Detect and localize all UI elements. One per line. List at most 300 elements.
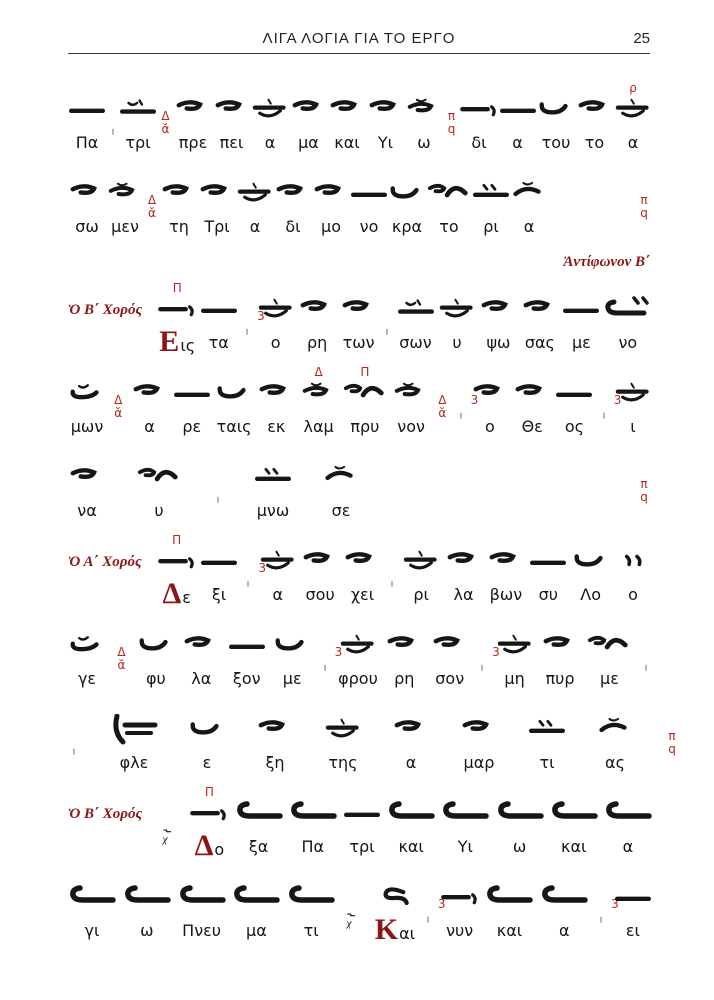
hookIson-icon <box>540 876 588 920</box>
neume-cell <box>160 172 198 238</box>
apos-icon <box>68 172 106 216</box>
neume-cell <box>385 624 423 690</box>
notation-system <box>68 706 676 774</box>
martyria-top: π <box>640 476 648 491</box>
ison-icon <box>200 540 238 584</box>
apos-icon <box>431 624 469 668</box>
isonSyn-icon <box>496 624 534 668</box>
neume-cell <box>68 876 116 942</box>
neume-cell <box>158 533 196 610</box>
lyric-syllable: Υι <box>457 837 473 856</box>
neume-cell <box>213 88 251 154</box>
aposLoop-icon <box>136 456 182 500</box>
lyric-syllable: ταις <box>216 417 252 436</box>
neume-cells <box>68 365 652 438</box>
apos-icon <box>290 88 328 132</box>
lyric-syllable: ρη <box>306 333 328 352</box>
lyric-syllable: Λο <box>580 585 601 604</box>
barline-icon <box>68 730 80 774</box>
lyric-syllable: φλε <box>119 753 149 772</box>
ison-icon <box>499 88 537 132</box>
neume-cell <box>319 645 343 690</box>
barline-icon <box>381 310 393 354</box>
hookBreve-icon <box>510 172 548 216</box>
martyria-bottom: ᾰ <box>117 657 126 672</box>
rubric-initial: Ε <box>159 325 180 358</box>
lyric-syllable: ψω <box>486 333 511 352</box>
ison-icon <box>614 876 652 920</box>
neume-annotation: Δ <box>314 365 323 379</box>
lyric-syllable: α <box>523 217 535 236</box>
neume-cell <box>328 88 366 154</box>
ison-icon <box>343 792 381 836</box>
lyric-syllable: ο <box>270 333 281 352</box>
neume-annotation: 3 <box>492 645 500 659</box>
neume-cell <box>324 708 362 774</box>
lyric-syllable: το <box>439 217 459 236</box>
neume-cell <box>106 172 144 238</box>
hookIson-icon <box>441 792 489 836</box>
dcomma-icon <box>614 540 652 584</box>
neume-cell <box>136 456 182 522</box>
section-label: Ἀντίφωνον Β΄ <box>563 254 650 270</box>
lyric-syllable: ρι <box>483 217 499 236</box>
hook-icon <box>215 372 253 416</box>
martyria-pa <box>664 730 680 756</box>
neume-cell <box>254 456 292 522</box>
barline-icon <box>595 897 619 942</box>
lyric-syllable: δι <box>285 217 301 236</box>
apos-icon <box>256 708 294 752</box>
rubric-initial: Δ <box>194 829 214 862</box>
lyric-syllable: πρε <box>178 133 208 152</box>
neume-cell <box>614 81 652 154</box>
neume-cell <box>614 540 652 606</box>
isonSyn-icon <box>339 624 377 668</box>
lyric-syllable: ει <box>625 921 640 940</box>
neume-cell <box>445 540 483 606</box>
neume-cell <box>257 372 295 438</box>
neume-annotation: 3 <box>437 897 446 911</box>
lyric-syllable: πρυ <box>350 417 380 436</box>
notation-system <box>68 170 652 238</box>
apos-icon <box>257 372 295 416</box>
lyric-syllable: μη <box>504 669 525 688</box>
lyric-syllable: τη <box>169 217 189 236</box>
hook-icon <box>188 708 226 752</box>
lyric-syllable: και <box>334 133 360 152</box>
lyric-syllable: φρου <box>338 669 378 688</box>
petaston-icon <box>119 88 157 132</box>
lyric-syllable: ω <box>140 921 154 940</box>
martyria-bottom: ᾰ <box>161 121 170 136</box>
isonSyn-icon <box>402 540 440 584</box>
ison-icon <box>562 288 600 332</box>
notation-content <box>68 81 676 958</box>
neume-cell <box>374 876 416 946</box>
barline-icon <box>386 562 398 606</box>
neume-cell <box>68 172 106 238</box>
ison-icon <box>173 372 211 416</box>
lyric-syllable: εκ <box>267 417 286 436</box>
neume-cell <box>367 88 405 154</box>
lyric-syllable: δι <box>471 133 487 152</box>
notation-system <box>68 533 652 610</box>
lyric-syllable: μα <box>246 921 267 940</box>
lyric-syllable: μαρ <box>463 753 495 772</box>
barline-icon <box>640 646 652 690</box>
neume-cells <box>158 533 652 610</box>
neume-cell <box>257 288 295 354</box>
neume-cell <box>290 88 328 154</box>
martyria-top: Δ <box>438 392 447 407</box>
neume-cell <box>472 172 510 238</box>
hookIson-icon <box>235 792 283 836</box>
lyric-syllable: γι <box>84 921 100 940</box>
isonSyn-icon <box>259 540 297 584</box>
apos-icon <box>298 288 336 332</box>
lyric-syllable: τι <box>539 753 555 772</box>
apos-icon <box>301 540 339 584</box>
neume-cells <box>158 785 652 862</box>
neume-cell <box>537 88 575 154</box>
apos-icon <box>487 540 525 584</box>
neume-cell <box>241 309 265 354</box>
lyric-syllable: α <box>622 837 634 856</box>
lyric-syllable: νο <box>359 217 379 236</box>
lyric-syllable: συ <box>538 585 558 604</box>
neume-cell <box>540 876 588 942</box>
lyric-syllable: Κ αι <box>374 913 416 946</box>
isonDcomma-icon <box>254 456 292 500</box>
aposKent-icon <box>300 365 338 416</box>
neume-cell <box>343 540 381 606</box>
martyria-pa <box>444 110 460 136</box>
apos-icon <box>340 288 378 332</box>
apos-icon <box>479 288 517 332</box>
neume-cells <box>158 281 652 358</box>
hookIson-icon <box>178 876 226 920</box>
martyria-top: Δ <box>117 644 126 659</box>
hookTop-icon <box>68 624 106 668</box>
hook-icon <box>388 172 426 216</box>
neume-cell <box>107 110 119 154</box>
lyric-syllable: υ <box>452 333 462 352</box>
chorus-label: Ὁ Β΄ Χορός <box>68 805 143 822</box>
lyric-syllable: ρι <box>413 585 429 604</box>
apos-icon <box>367 88 405 132</box>
lyric-syllable: μα <box>298 133 319 152</box>
notation-system <box>68 81 652 154</box>
lyric-syllable: χει <box>350 585 375 604</box>
lyric-syllable: και <box>496 921 523 940</box>
neume-cell <box>273 624 311 690</box>
neume-cell <box>586 624 632 690</box>
apos-icon <box>274 172 312 216</box>
neume-cell <box>188 708 226 774</box>
neume-cell <box>405 88 443 154</box>
neume-cell <box>322 456 360 522</box>
martyria-di <box>434 394 450 420</box>
neume-cell <box>236 172 274 238</box>
rubric-initial: Δ <box>162 577 182 610</box>
neume-cell <box>438 288 476 354</box>
lyric-syllable: ω <box>417 133 431 152</box>
martyria-di <box>113 646 129 672</box>
apos-icon <box>182 624 220 668</box>
neume-cell <box>158 281 196 358</box>
lyric-syllable: Υι <box>377 133 394 152</box>
apos-icon <box>392 708 430 752</box>
neume-cell <box>529 540 567 606</box>
lyric-syllable: τι <box>303 921 319 940</box>
neume-cell <box>200 540 238 606</box>
martyria-pa <box>636 194 652 220</box>
lyric-syllable: σου <box>305 585 335 604</box>
neume-annotation: 3 <box>257 309 265 323</box>
neume-cell <box>190 785 228 862</box>
lyric-syllable: πει <box>219 133 244 152</box>
neume-cell <box>402 540 440 606</box>
neume-annotation: ρ <box>629 81 637 95</box>
lyric-syllable: λα <box>191 669 212 688</box>
aposLoop-icon <box>342 365 388 416</box>
martyria-top: Δ <box>114 392 123 407</box>
barline-icon <box>319 645 343 690</box>
lyric-syllable: νον <box>397 417 425 436</box>
hookTop-icon <box>68 372 106 416</box>
neume-cell <box>510 172 548 238</box>
barline-icon <box>476 645 500 690</box>
neume-cell <box>381 310 393 354</box>
neume-cell <box>68 88 106 154</box>
lyric-syllable: α <box>249 217 261 236</box>
isonSyn-icon <box>324 708 362 752</box>
notation-system <box>68 365 652 438</box>
lyric-syllable: ξη <box>265 753 285 772</box>
apos-icon <box>131 372 169 416</box>
neume-cell <box>343 792 381 858</box>
lyric-syllable: του <box>541 133 571 152</box>
lyric-syllable: α <box>264 133 276 152</box>
neume-cell <box>342 898 368 942</box>
isonDcomma-icon <box>472 172 510 216</box>
isonSyn-icon <box>236 172 274 216</box>
lyric-syllable: ω <box>512 837 527 856</box>
lyric-syllable: με <box>282 669 302 688</box>
hookIson-icon <box>232 876 280 920</box>
neume-cell <box>119 88 157 154</box>
isonSyn-icon <box>251 88 289 132</box>
lyric-syllable: σω <box>75 217 99 236</box>
neume-cell <box>392 708 430 774</box>
martyria-top: π <box>640 192 648 207</box>
neume-cell <box>340 288 378 354</box>
neume-cell <box>289 792 337 858</box>
apos-icon <box>576 88 614 132</box>
lyric-syllable: ξα <box>248 837 269 856</box>
lyric-syllable: λαμ <box>303 417 334 436</box>
lyric-syllable: ι <box>630 417 636 436</box>
neume-cell <box>312 172 350 238</box>
lyric-syllable: τα <box>208 333 229 352</box>
neume-cell <box>174 88 212 154</box>
neume-cell <box>232 876 280 942</box>
lyric-syllable: τρι <box>125 133 151 152</box>
apos-icon <box>213 88 251 132</box>
neume-cell <box>595 897 619 942</box>
page-number: 25 <box>633 30 650 47</box>
barline-icon <box>455 393 479 438</box>
ison-icon <box>529 540 567 584</box>
notation-system <box>68 454 652 522</box>
lyric-syllable: α <box>405 753 417 772</box>
hookIson-icon <box>123 876 171 920</box>
lyric-syllable: Θε <box>521 417 543 436</box>
lyric-syllable: νυν <box>446 921 474 940</box>
martyria-bottom: q <box>640 489 648 504</box>
neume-cell <box>513 372 551 438</box>
neume-cell <box>68 372 106 438</box>
chorus-label: Ὁ Β΄ Χορός <box>68 301 143 318</box>
neume-cells <box>68 708 680 774</box>
chi-icon <box>342 898 368 942</box>
neume-cells <box>68 624 652 690</box>
lyric-syllable: ε <box>202 753 212 772</box>
neume-cell <box>300 365 338 438</box>
ison-icon <box>350 172 388 216</box>
barline-icon <box>107 110 119 154</box>
lyric-syllable: Τρι <box>204 217 230 236</box>
isonDcomma-icon <box>528 708 566 752</box>
neume-cell <box>604 288 652 354</box>
hookIson-icon <box>550 792 598 836</box>
neume-cell <box>431 624 469 690</box>
neume-cell <box>397 288 435 354</box>
neume-cell <box>242 561 267 606</box>
neume-cell <box>460 708 498 774</box>
neume-cell <box>521 288 559 354</box>
barline-icon <box>598 393 622 438</box>
apos-icon <box>160 172 198 216</box>
aposLoop-icon <box>426 172 472 216</box>
hookIson-icon <box>496 792 544 836</box>
notation-system <box>68 622 652 690</box>
neume-cell <box>158 814 184 858</box>
neume-cell <box>386 562 398 606</box>
lyric-syllable: Πνευ <box>182 921 222 940</box>
ison-icon <box>200 288 238 332</box>
neume-cell <box>426 172 472 238</box>
lyric-syllable: με <box>571 333 591 352</box>
hook-icon <box>537 88 575 132</box>
apos-icon <box>460 708 498 752</box>
notation-system <box>68 785 652 862</box>
lyric-syllable: ο <box>485 417 495 436</box>
lyric-syllable: πυρ <box>545 669 575 688</box>
neume-cell <box>576 88 614 154</box>
martyria-bottom: q <box>447 121 456 136</box>
neume-cell <box>598 393 622 438</box>
neume-cell <box>455 393 479 438</box>
neume-cell <box>274 172 312 238</box>
neume-cell <box>476 645 500 690</box>
neume-cell <box>441 792 489 858</box>
neume-cell <box>441 876 479 942</box>
neume-cell <box>338 624 378 690</box>
neume-cell <box>198 172 236 238</box>
rubric-initial: Κ <box>374 913 399 946</box>
lyric-syllable: το <box>584 133 605 152</box>
lyric-syllable: μο <box>321 217 341 236</box>
hookBreve-icon <box>322 456 360 500</box>
neume-cell <box>301 540 339 606</box>
lyric-syllable: τρι <box>349 837 375 856</box>
neume-cell <box>387 792 435 858</box>
isonSyn-icon <box>438 288 476 332</box>
page-header <box>68 30 650 54</box>
lyric-syllable: των <box>342 333 375 352</box>
neume-cell <box>256 708 294 774</box>
lyric-syllable: σων <box>399 333 432 352</box>
lyric-syllable: σε <box>331 501 351 520</box>
lyric-syllable: υ <box>154 501 164 520</box>
curl-icon <box>375 876 415 920</box>
lyric-syllable: σας <box>524 333 555 352</box>
neume-cell <box>604 792 652 858</box>
neume-cell <box>215 372 253 438</box>
apos-icon <box>541 624 579 668</box>
isonTick-icon <box>158 533 196 584</box>
lyric-syllable: και <box>398 837 424 856</box>
isonTick-icon <box>190 785 228 836</box>
aposKent-icon <box>106 172 144 216</box>
isonTick-icon <box>441 876 479 920</box>
lyric-syllable: α <box>559 921 570 940</box>
hookIsonD-icon <box>604 288 652 332</box>
lyric-syllable: φυ <box>145 669 166 688</box>
hookBreve-icon <box>596 708 634 752</box>
lyric-syllable: α <box>272 585 284 604</box>
neume-cell <box>496 624 534 690</box>
lyric-syllable: μων <box>70 417 104 436</box>
apos-icon <box>513 372 551 416</box>
neume-annotation: 3 <box>470 393 479 407</box>
apos-icon <box>68 456 106 500</box>
isonTick-icon <box>158 281 196 332</box>
lyric-syllable: ρε <box>182 417 202 436</box>
lyric-syllable: σον <box>435 669 465 688</box>
lyric-syllable: λα <box>453 585 474 604</box>
lyric-syllable: μεν <box>111 217 139 236</box>
neume-cells <box>68 876 652 946</box>
neume-cells <box>68 456 652 522</box>
neume-annotation: 3 <box>611 897 619 911</box>
lyric-syllable: Πα <box>75 133 99 152</box>
neume-cell <box>173 372 211 438</box>
apos-icon <box>328 88 366 132</box>
apos-icon <box>343 540 381 584</box>
lyric-syllable: ξι <box>211 585 227 604</box>
neume-annotation: 3 <box>334 645 343 659</box>
neume-annotation: Π <box>172 533 182 547</box>
notation-system <box>68 874 652 946</box>
hook-icon <box>572 540 610 584</box>
lyric-syllable: Δ ε <box>162 577 191 610</box>
lyric-syllable: α <box>512 133 523 152</box>
neume-cell <box>555 372 593 438</box>
lyric-syllable: ξον <box>232 669 261 688</box>
